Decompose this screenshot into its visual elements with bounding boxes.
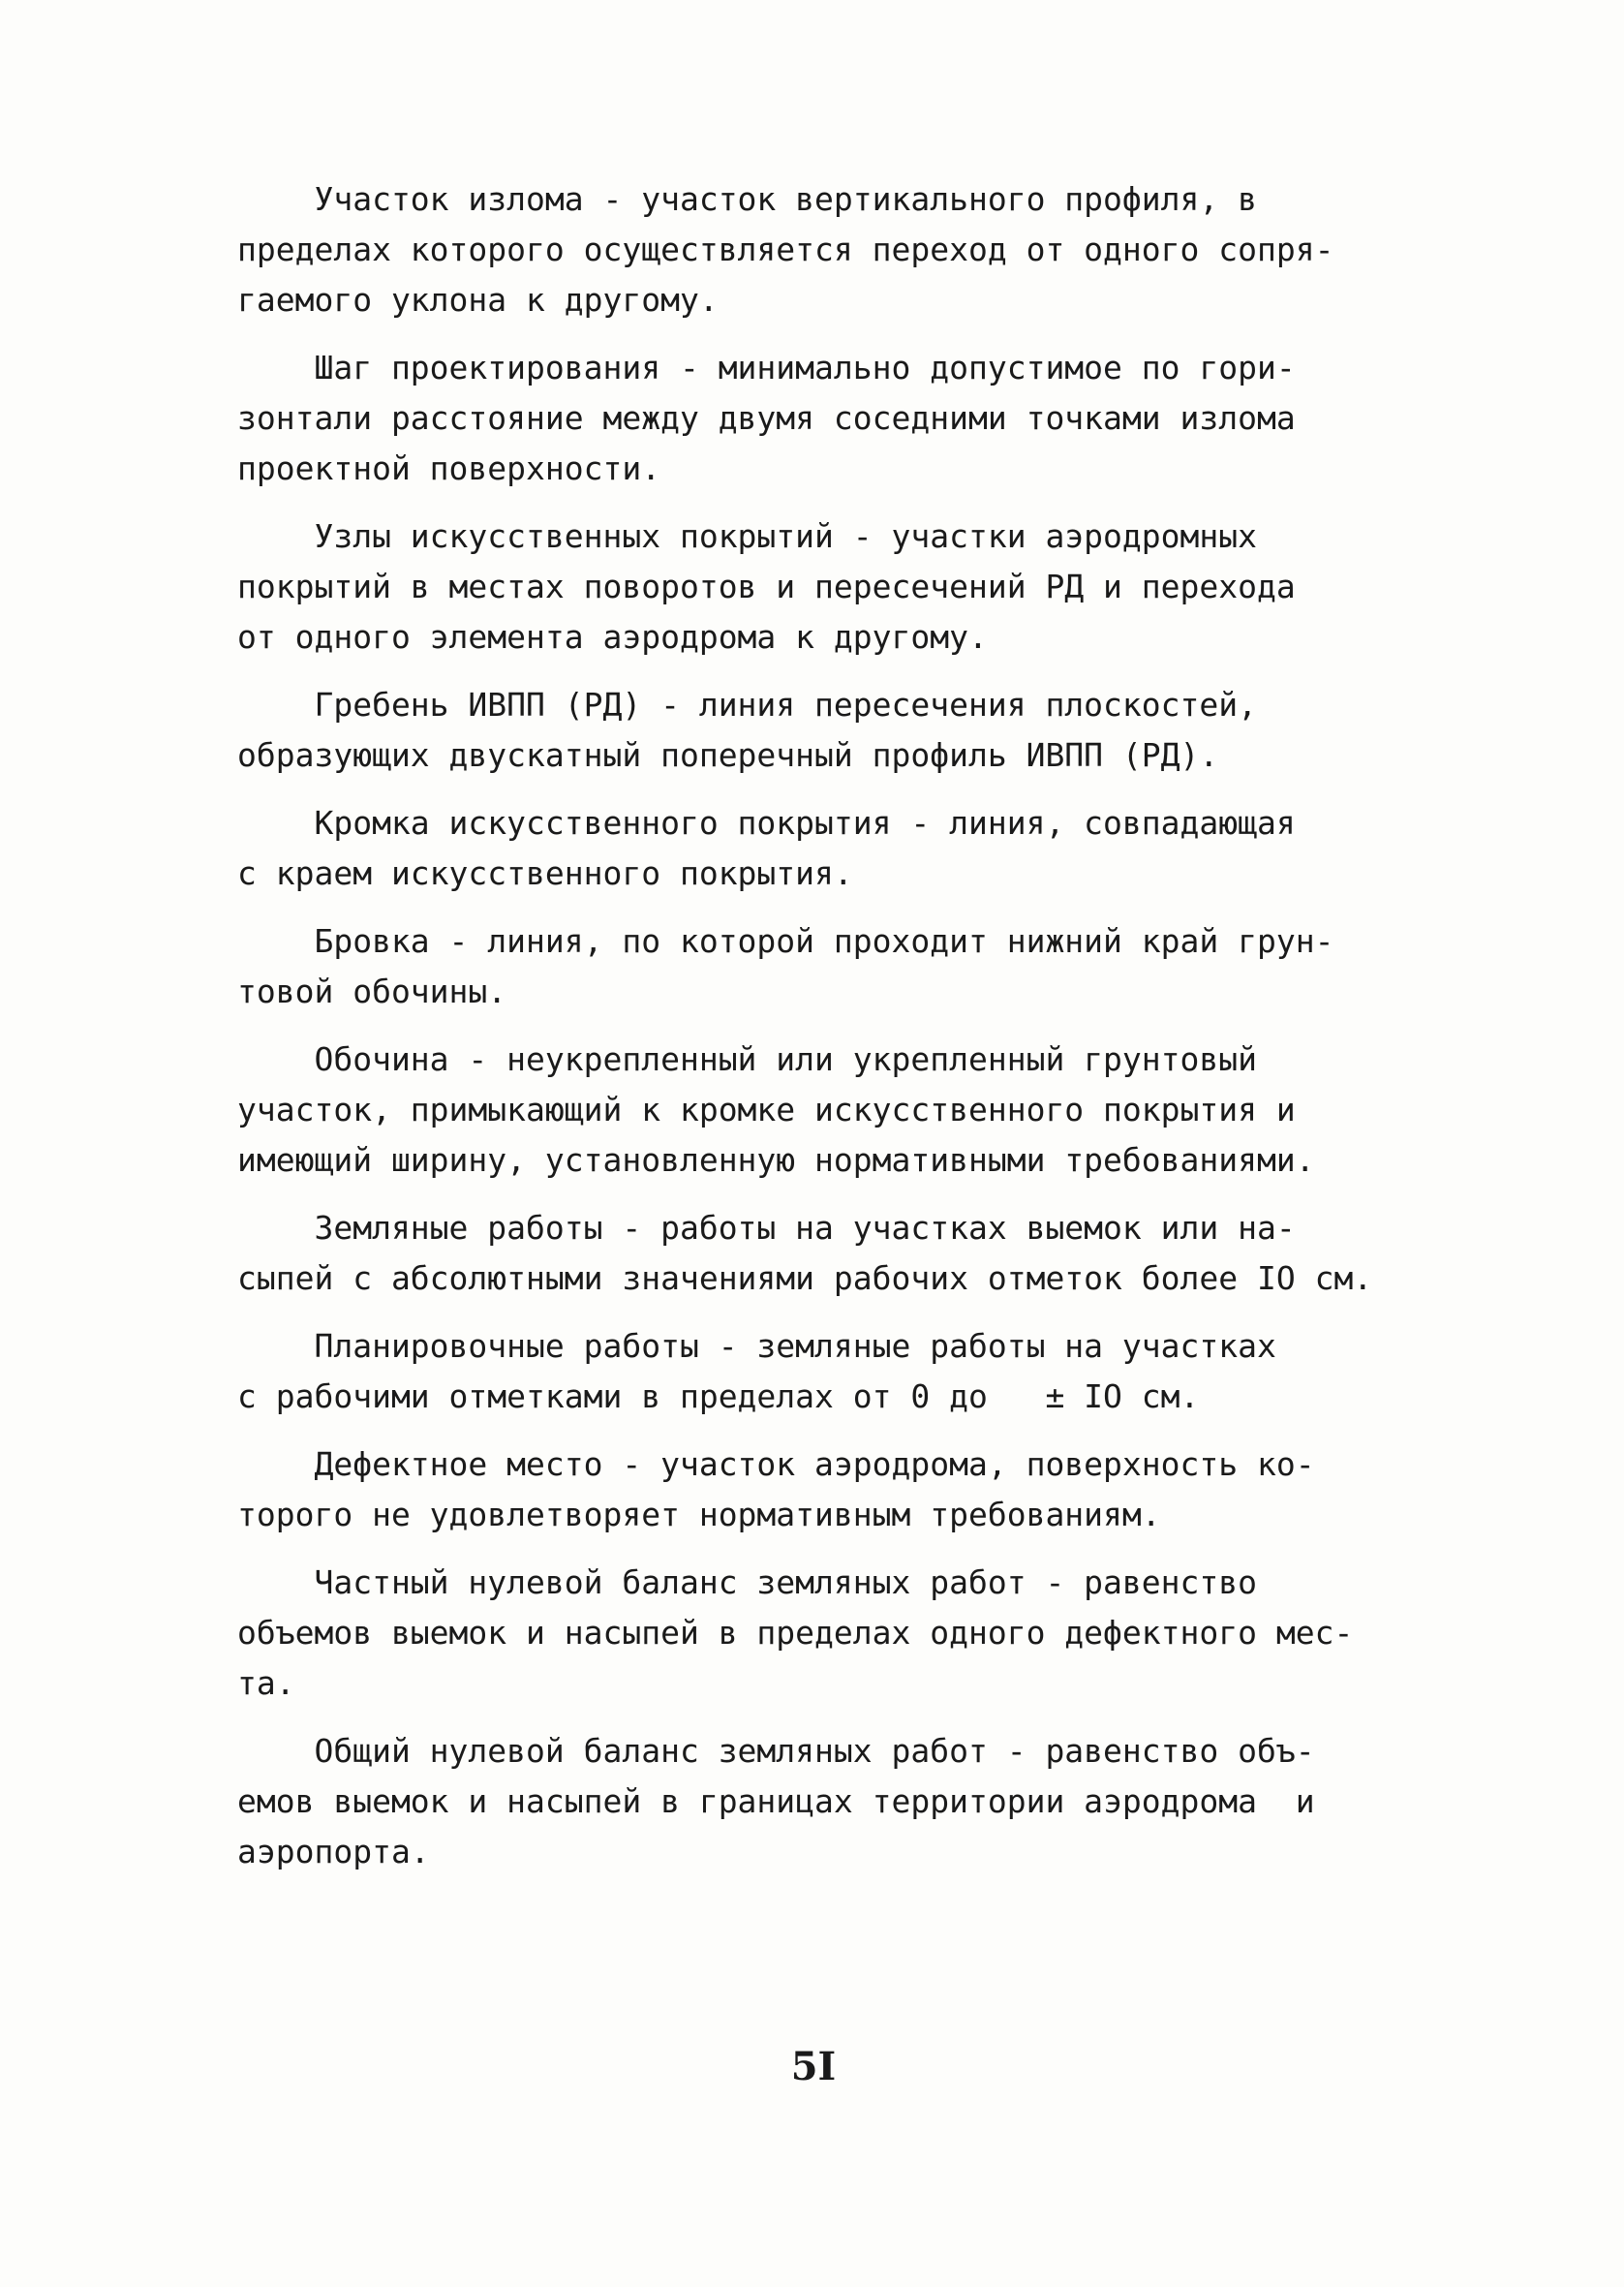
paragraph-greben-ivpp: [237, 680, 1448, 781]
paragraph-zemlyanye-raboty: [237, 1203, 1448, 1304]
text-line: гаемого уклона к другому.: [237, 281, 719, 319]
text-line: торого не удовлетворяет нормативным требованиям.: [237, 1496, 1161, 1533]
text-line: участок, примыкающий к кромке искусственного покрытия и: [237, 1091, 1296, 1128]
document-body: [237, 174, 1448, 1895]
text-line: от одного элемента аэродрома к другому.: [237, 618, 988, 656]
paragraph-planirovochnye-raboty: [237, 1321, 1448, 1422]
text-line: с рабочими отметками в пределах от 0 до ± IO см.: [237, 1377, 1200, 1415]
text-line: сыпей с абсолютными значениями рабочих отметок более IO см.: [237, 1259, 1373, 1297]
paragraph-obochina: [237, 1035, 1448, 1186]
text-line: Частный нулевой баланс земляных работ - равенство: [237, 1563, 1257, 1601]
text-line: Шаг проектирования - минимально допустимое по гори-: [237, 349, 1296, 386]
paragraph-obshchiy-balans: [237, 1726, 1448, 1877]
text-line: проектной поверхности.: [237, 449, 661, 487]
text-line: та.: [237, 1664, 295, 1702]
page-number: 5I: [790, 2044, 837, 2089]
text-line: имеющий ширину, установленную нормативными требованиями.: [237, 1141, 1315, 1179]
text-line: Участок излома - участок вертикального профиля, в: [237, 180, 1257, 218]
text-line: Дефектное место - участок аэродрома, поверхность ко-: [237, 1445, 1315, 1483]
text-line: Гребень ИВПП (РД) - линия пересечения плоскостей,: [237, 686, 1257, 724]
text-line: аэропорта.: [237, 1833, 430, 1870]
text-line: товой обочины.: [237, 973, 507, 1010]
text-line: образующих двускатный поперечный профиль ИВПП (РД).: [237, 736, 1219, 774]
text-line: Планировочные работы - земляные работы на участках: [237, 1327, 1276, 1365]
paragraph-shag-proektirovaniya: [237, 343, 1448, 494]
text-line: Кромка искусственного покрытия - линия, совпадающая: [237, 804, 1296, 842]
paragraph-defektnoe-mesto: [237, 1439, 1448, 1540]
text-line: Бровка - линия, по которой проходит нижний край грун-: [237, 922, 1334, 960]
text-line: пределах которого осуществляется переход от одного сопря-: [237, 231, 1334, 268]
text-line: зонтали расстояние между двумя соседними точками излома: [237, 399, 1296, 437]
paragraph-brovka: [237, 916, 1448, 1017]
text-line: емов выемок и насыпей в границах территории аэродрома и: [237, 1782, 1315, 1820]
paragraph-kromka-pokrytiya: [237, 798, 1448, 899]
text-line: Земляные работы - работы на участках выемок или на-: [237, 1209, 1296, 1247]
paragraph-chastnyy-balans: [237, 1558, 1448, 1709]
text-line: объемов выемок и насыпей в пределах одного дефектного мес-: [237, 1614, 1354, 1652]
paragraph-uzly-pokrytiy: [237, 511, 1448, 663]
text-line: покрытий в местах поворотов и пересечений РД и перехода: [237, 568, 1296, 605]
text-line: Узлы искусственных покрытий - участки аэродромных: [237, 517, 1257, 555]
text-line: Общий нулевой баланс земляных работ - равенство объ-: [237, 1732, 1315, 1770]
paragraph-uchastok-izloma: [237, 174, 1448, 325]
text-line: Обочина - неукрепленный или укрепленный грунтовый: [237, 1040, 1257, 1078]
text-line: с краем искусственного покрытия.: [237, 854, 853, 892]
